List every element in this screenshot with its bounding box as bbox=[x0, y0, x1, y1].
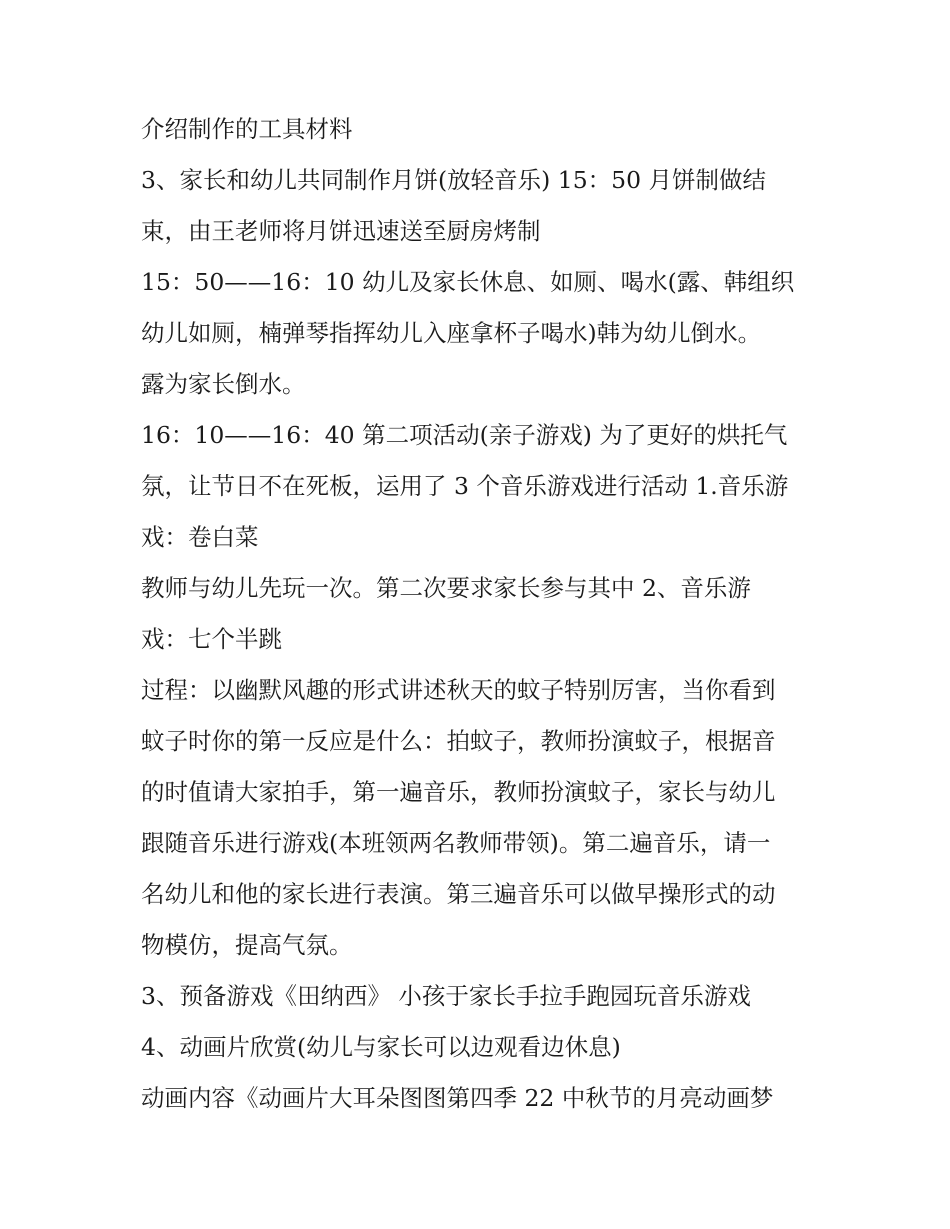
text-line: 介绍制作的工具材料 bbox=[141, 115, 353, 143]
text-line: 戏：卷白菜 bbox=[141, 523, 259, 551]
text-line: 戏：七个半跳 bbox=[141, 625, 282, 653]
text-line: 教师与幼儿先玩一次。第二次要求家长参与其中 2、音乐游 bbox=[141, 574, 751, 602]
text-line: 物模仿，提高气氛。 bbox=[141, 931, 353, 959]
text-line: 露为家长倒水。 bbox=[141, 370, 306, 398]
text-line: 4、动画片欣赏(幼儿与家长可以边观看边休息) bbox=[141, 1033, 621, 1061]
text-line: 16：10——16：40 第二项活动(亲子游戏) 为了更好的烘托气 bbox=[141, 421, 788, 449]
text-line: 的时值请大家拍手，第一遍音乐，教师扮演蚊子，家长与幼儿 bbox=[141, 778, 776, 806]
text-line: 幼儿如厕，楠弹琴指挥幼儿入座拿杯子喝水)韩为幼儿倒水。 bbox=[141, 319, 762, 347]
text-line: 3、家长和幼儿共同制作月饼(放轻音乐) 15：50 月饼制做结 bbox=[141, 166, 767, 194]
text-line: 蚊子时你的第一反应是什么：拍蚊子，教师扮演蚊子，根据音 bbox=[141, 727, 776, 755]
document-body bbox=[141, 104, 821, 1124]
text-line: 3、预备游戏《田纳西》 小孩于家长手拉手跑园玩音乐游戏 bbox=[141, 982, 751, 1010]
text-line: 束，由王老师将月饼迅速送至厨房烤制 bbox=[141, 217, 541, 245]
text-line: 名幼儿和他的家长进行表演。第三遍音乐可以做早操形式的动 bbox=[141, 880, 776, 908]
text-line: 跟随音乐进行游戏(本班领两名教师带领)。第二遍音乐，请一 bbox=[141, 829, 771, 857]
text-line: 过程：以幽默风趣的形式讲述秋天的蚊子特别厉害，当你看到 bbox=[141, 676, 776, 704]
text-line: 氛，让节日不在死板，运用了 3 个音乐游戏进行活动 1.音乐游 bbox=[141, 472, 789, 500]
text-line: 动画内容《动画片大耳朵图图第四季 22 中秋节的月亮动画梦 bbox=[141, 1084, 774, 1112]
text-line: 15：50——16：10 幼儿及家长休息、如厕、喝水(露、韩组织 bbox=[141, 268, 795, 296]
